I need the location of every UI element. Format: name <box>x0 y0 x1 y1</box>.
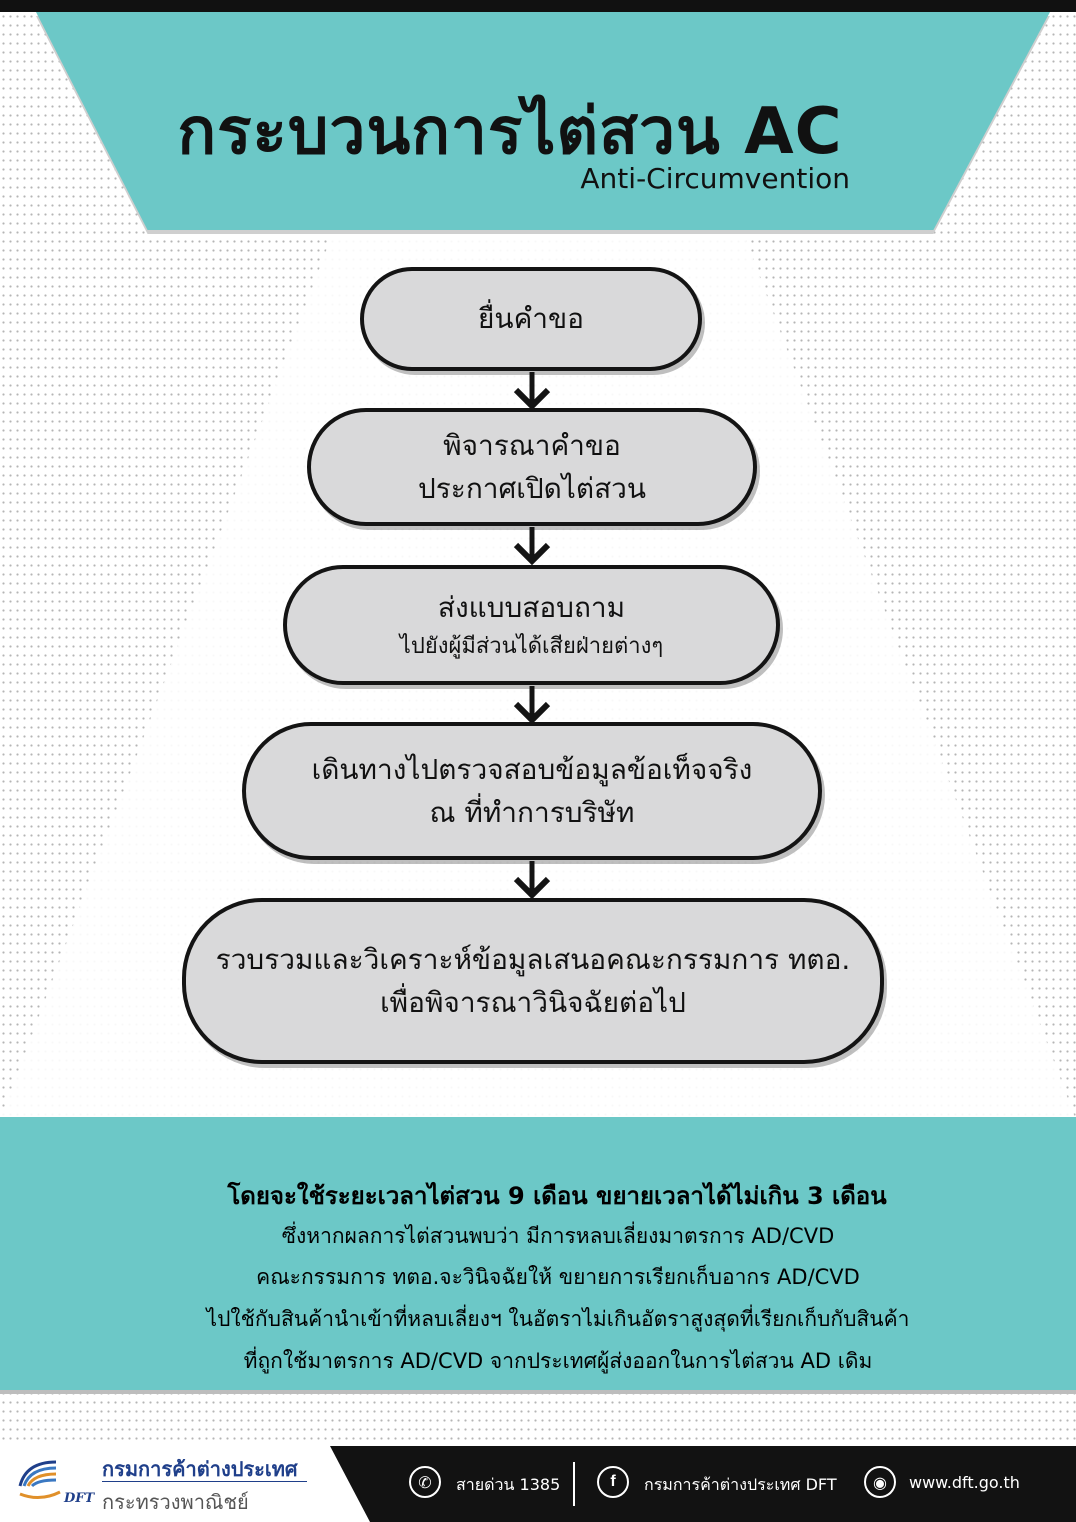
info-line: ไปใช้กับสินค้านำเข้าที่หลบเลี่ยงฯ ในอัตราไม่เกินอัตราสูงสุดที่เรียกเก็บกับสินค้า <box>206 1307 910 1331</box>
dft-logo-icon <box>16 1456 64 1502</box>
org-name: กรมการค้าต่างประเทศ <box>102 1457 298 1481</box>
step-2-sublabel: ประกาศเปิดไต่สวน <box>417 472 647 505</box>
step-5-label: รวบรวมและวิเคราะห์ข้อมูลเสนอคณะกรรมการ ทตอ. <box>215 942 851 976</box>
phone-icon: ✆ <box>409 1466 441 1498</box>
arrow-down-icon <box>508 861 556 901</box>
step-1-label: ยื่นคำขอ <box>478 302 584 336</box>
arrow-down-icon <box>508 372 556 412</box>
arrow-down-icon <box>508 527 556 567</box>
website-link[interactable]: www.dft.go.th <box>909 1473 1020 1492</box>
step-4-onsite-verification <box>242 722 822 860</box>
step-2-label: พิจารณาคำขอ <box>443 428 621 462</box>
org-divider <box>102 1481 307 1482</box>
page-subtitle: Anti-Circumvention <box>580 162 850 195</box>
step-4-label: เดินทางไปตรวจสอบข้อมูลข้อเท็จจริง <box>311 752 753 786</box>
arrow-down-icon <box>508 686 556 726</box>
hotline-text: สายด่วน 1385 <box>456 1475 561 1494</box>
step-1-submit-request <box>360 267 702 371</box>
step-2-review-request <box>307 408 757 526</box>
page-title: กระบวนการไต่สวน AC <box>177 95 843 169</box>
info-line: ที่ถูกใช้มาตรการ AD/CVD จากประเทศผู้ส่งออกในการไต่สวน AD เดิม <box>243 1349 873 1373</box>
info-headline: โดยจะใช้ระยะเวลาไต่สวน 9 เดือน ขยายเวลาได้ไม่เกิน 3 เดือน <box>227 1182 887 1210</box>
step-3-send-questionnaire <box>283 565 780 685</box>
top-bar <box>0 0 1076 12</box>
ministry-name: กระทรวงพาณิชย์ <box>102 1490 249 1514</box>
dft-logo-text: DFT <box>64 1491 95 1506</box>
globe-icon[interactable]: ◉ <box>864 1466 896 1498</box>
info-line: คณะกรรมการ ทตอ.จะวินิจฉัยให้ ขยายการเรียกเก็บอากร AD/CVD <box>256 1265 860 1289</box>
step-4-sublabel: ณ ที่ทำการบริษัท <box>429 796 635 829</box>
footer-separator <box>573 1462 575 1506</box>
step-3-sublabel: ไปยังผู้มีส่วนได้เสียฝ่ายต่างๆ <box>399 633 664 659</box>
facebook-icon[interactable]: f <box>597 1466 629 1498</box>
facebook-link[interactable]: กรมการค้าต่างประเทศ DFT <box>644 1475 837 1494</box>
step-5-compile-analyze <box>182 898 884 1064</box>
step-3-label: ส่งแบบสอบถาม <box>437 591 626 625</box>
step-5-sublabel: เพื่อพิจารณาวินิจฉัยต่อไป <box>380 986 686 1019</box>
info-line: ซึ่งหากผลการไต่สวนพบว่า มีการหลบเลี่ยงมาตรการ AD/CVD <box>281 1224 835 1248</box>
